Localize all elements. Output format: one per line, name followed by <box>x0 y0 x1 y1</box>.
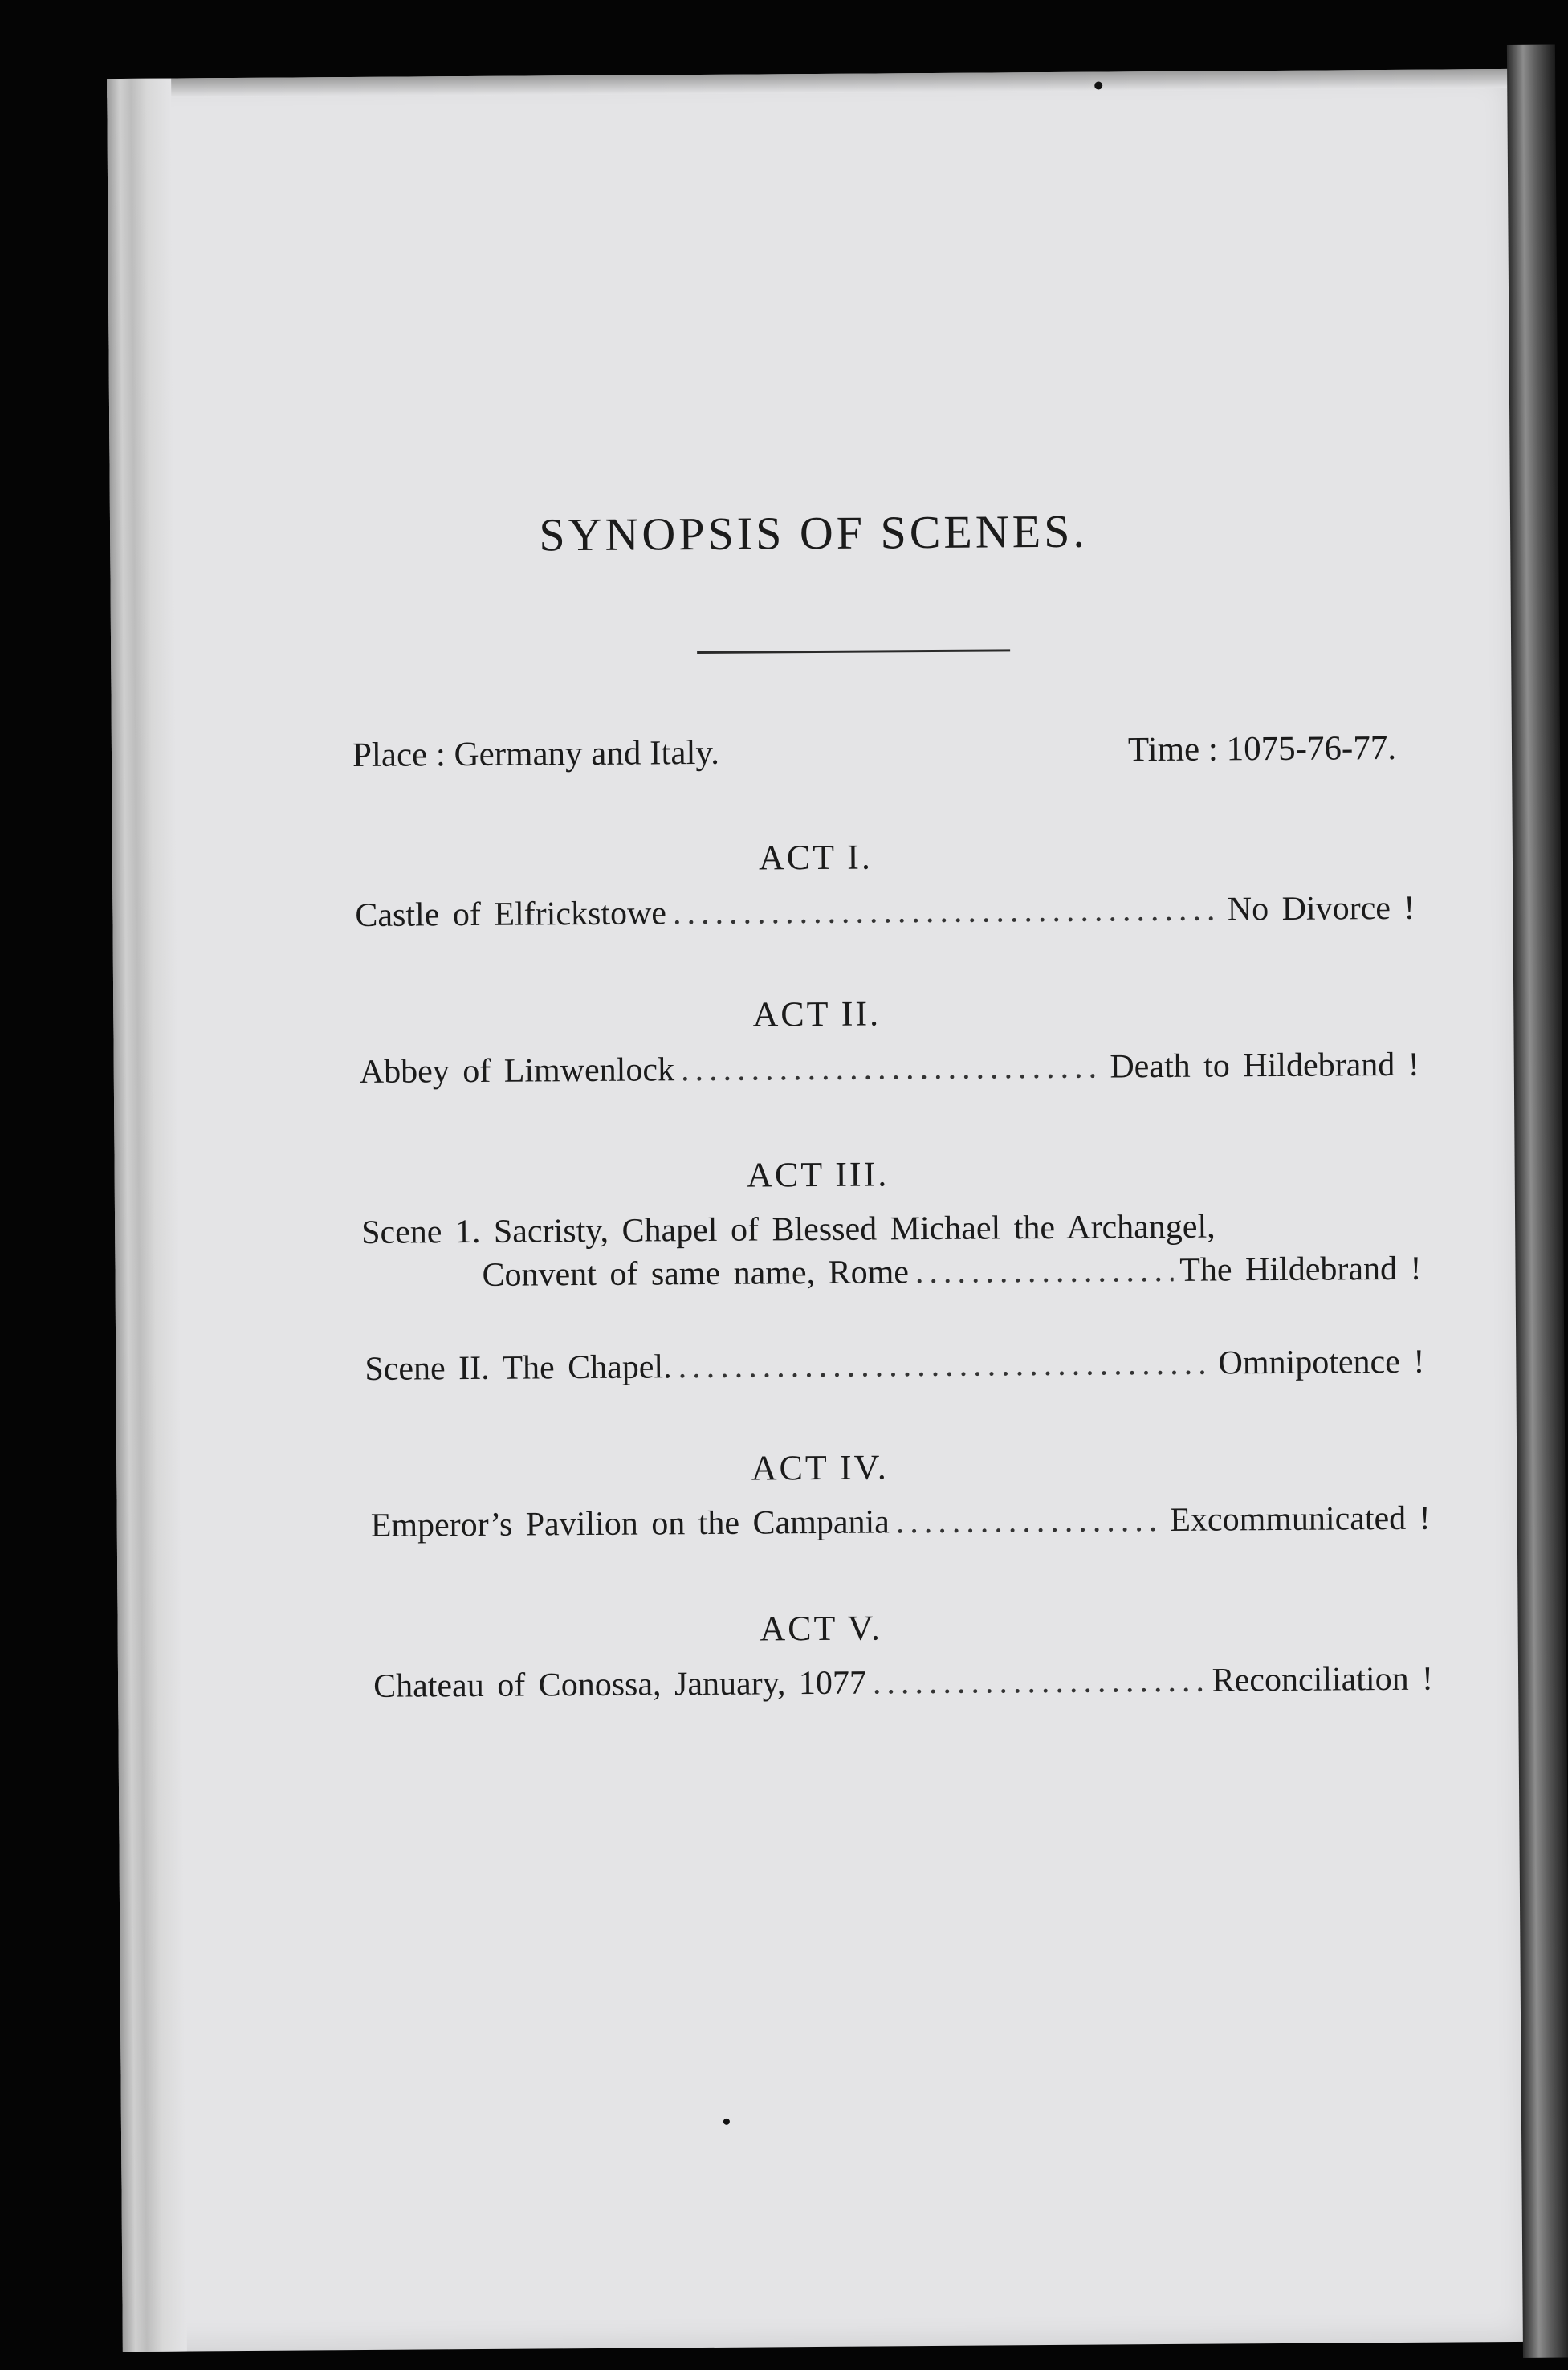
scene-title: Reconciliation ! <box>1212 1660 1434 1699</box>
scene-name: Castle of Elfrickstowe <box>355 895 667 935</box>
act-3-scene-1 <box>361 1206 1422 1295</box>
scene-name-line-2: Convent of same name, Rome <box>482 1254 910 1294</box>
act-3-scene-2 <box>365 1343 1424 1389</box>
book-page <box>107 69 1529 2352</box>
place-time-row <box>352 728 1397 775</box>
dot-leader <box>673 890 1221 932</box>
scene-name: Chateau of Conossa, January, 1077 <box>373 1664 867 1705</box>
scene-title: The Hildebrand ! <box>1179 1250 1422 1289</box>
act-1-heading: ACT I. <box>758 837 874 878</box>
act-5-scene-1 <box>373 1660 1433 1706</box>
dot-leader <box>681 1048 1104 1090</box>
dot-leader <box>678 1344 1212 1387</box>
page-left-edge <box>107 79 187 2352</box>
scene-title: No Divorce ! <box>1227 889 1415 928</box>
act-4-heading: ACT IV. <box>751 1447 889 1488</box>
scene-name: Scene II. The Chapel. <box>365 1348 672 1388</box>
page-top-shadow <box>107 69 1513 98</box>
dot-leader <box>896 1501 1164 1541</box>
dot-leader <box>873 1662 1206 1703</box>
ink-speck <box>723 2119 730 2125</box>
dot-leader <box>915 1251 1174 1291</box>
act-3-heading: ACT III. <box>746 1154 890 1195</box>
page-right-edge <box>1507 45 1568 2358</box>
scene-name-line-1: Scene 1. Sacristy, Chapel of Blessed Michael the Archangel, <box>361 1208 1216 1251</box>
scene-title: Excommunicated ! <box>1170 1499 1431 1539</box>
act-2-heading: ACT II. <box>752 993 882 1034</box>
scene-title: Death to Hildebrand ! <box>1110 1046 1419 1086</box>
title-rule <box>697 649 1010 654</box>
act-1-scene-1 <box>355 889 1415 935</box>
place-text: Place : Germany and Italy. <box>352 733 720 775</box>
act-5-heading: ACT V. <box>760 1608 883 1649</box>
page-title: SYNOPSIS OF SCENES. <box>539 504 1089 561</box>
time-text: Time : 1075-76-77. <box>1127 728 1397 769</box>
scene-name-line-2-row <box>482 1250 1421 1295</box>
scene-name: Emperor’s Pavilion on the Campania <box>370 1503 890 1544</box>
act-2-scene-1 <box>360 1046 1419 1091</box>
act-4-scene-1 <box>371 1499 1431 1545</box>
ink-speck <box>1094 81 1102 89</box>
scene-name: Abbey of Limwenlock <box>359 1051 675 1091</box>
scene-title: Omnipotence ! <box>1218 1343 1425 1382</box>
